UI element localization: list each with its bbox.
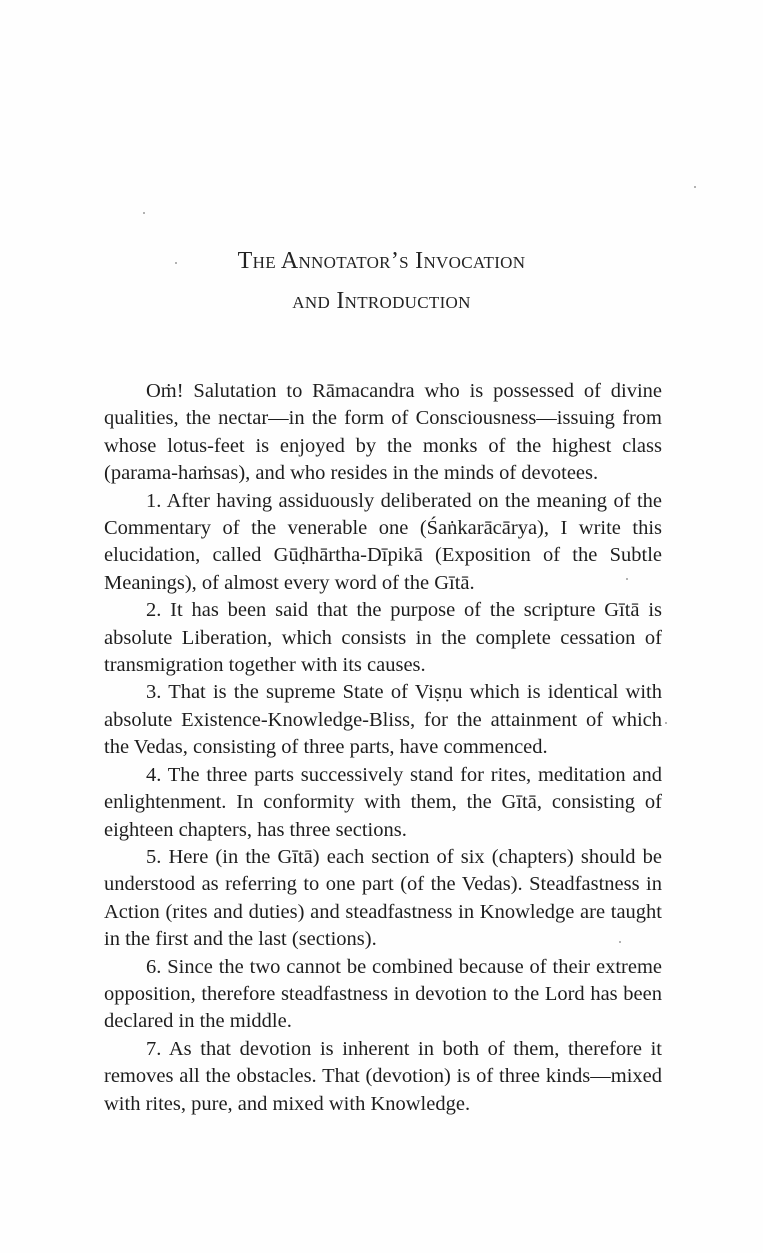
verse-paragraph-1: 1. After having assiduously deliberated on the meaning of the Commentary of the venerable one (Śaṅkarācārya), I write this elucidation, called Gūḍhārtha-Dīpikā (Exposition of the Subtle Meanings), of almost every word of the Gītā. [104, 489, 662, 594]
verse-paragraph-4: 4. The three parts successively stand for rites, meditation and enlightenment. In conformity with them, the Gītā, consisting of eighteen chapters, has three sections. [104, 763, 662, 841]
scan-speck [626, 578, 628, 580]
scan-speck [619, 941, 621, 943]
verse-paragraph-7: 7. As that devotion is inherent in both of them, therefore it removes all the obstacles. That (devotion) is of three kinds—mixed with rites, pure, and mixed with Knowledge. [104, 1037, 662, 1115]
scan-speck [143, 212, 145, 214]
body-text [104, 378, 662, 1118]
scan-speck [175, 262, 177, 264]
chapter-title-line-2: and Introduction [292, 288, 471, 314]
verse-paragraph-5: 5. Here (in the Gītā) each section of six (chapters) should be understood as referring to one part (of the Vedas). Steadfastness in Action (rites and duties) and steadfastness in Knowledge are taught in the first and the last (sections). [104, 845, 662, 951]
scan-speck [694, 186, 696, 188]
chapter-title-line-1: The Annotator’s Invocation [237, 248, 526, 274]
verse-paragraph-6: 6. Since the two cannot be combined because of their extreme opposition, therefore steadfastness in devotion to the Lord has been declared in the middle. [104, 955, 662, 1033]
scan-speck [665, 722, 667, 724]
verse-paragraph-3: 3. That is the supreme State of Viṣṇu which is identical with absolute Existence-Knowledge-Bliss, for the attainment of which the Vedas, consisting of three parts, have commenced. [104, 681, 662, 759]
invocation-paragraph: Oṁ! Salutation to Rāmacandra who is possessed of divine qualities, the nectar—in the form of Consciousness—issuing from whose lotus-feet is enjoyed by the monks of the highest class (parama-haṁsas), and who resides in the minds of devotees. [104, 380, 662, 485]
verse-paragraph-2: 2. It has been said that the purpose of the scripture Gītā is absolute Liberation, which consists in the complete cessation of transmigration together with its causes. [104, 599, 662, 677]
